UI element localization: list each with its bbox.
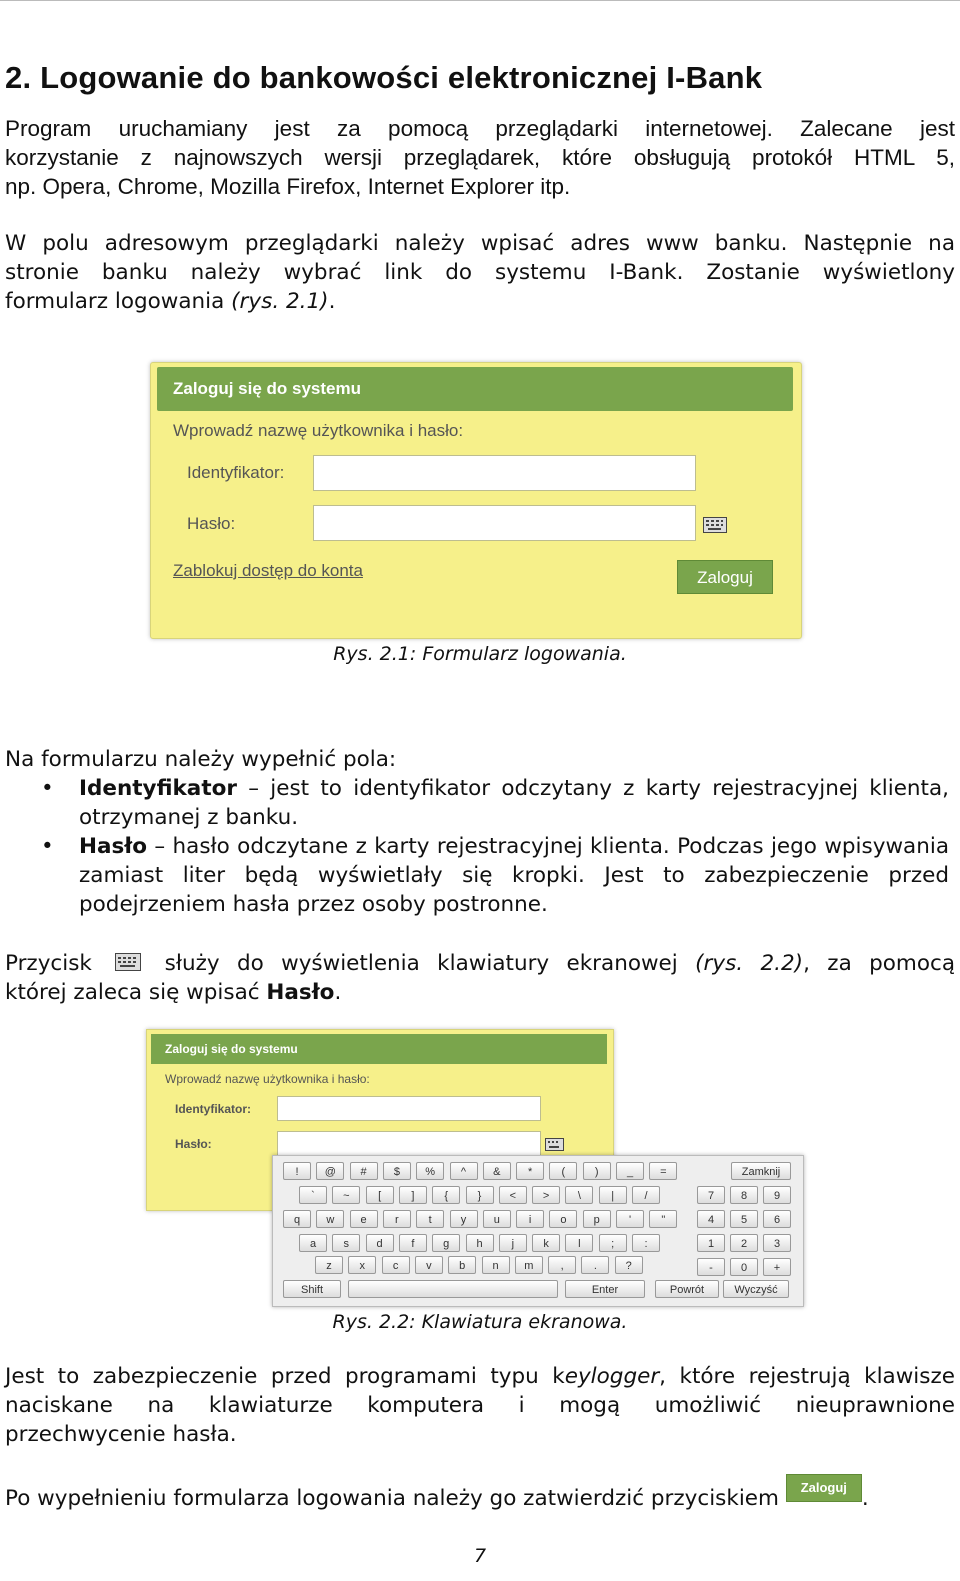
para2-line3-end: . [328,289,336,314]
key[interactable]: u [483,1210,511,1228]
key[interactable]: o [549,1210,577,1228]
key[interactable]: m [515,1256,543,1274]
key[interactable]: : [632,1234,660,1252]
para4-rest: , które rejestrują klawisze [659,1364,955,1389]
key[interactable]: # [350,1162,378,1180]
figure-ref-2-1: (rys. 2.1) [231,289,329,314]
login-form2-title: Zaloguj się do systemu [151,1034,607,1064]
numpad-key[interactable]: 4 [697,1210,725,1228]
key[interactable]: @ [316,1162,344,1180]
page-number: 7 [473,1545,487,1567]
para2-line3-text: formularz logowania [5,289,232,314]
key-enter[interactable]: Enter [565,1280,645,1298]
key[interactable]: v [415,1256,443,1274]
key[interactable]: & [483,1162,511,1180]
figure-caption-2-1: Rys. 2.1: Formularz logowania. [333,643,627,665]
para4-line3: przechwycenie hasła. [5,1422,237,1447]
key[interactable]: ~ [332,1186,360,1204]
para5-text: Po wypełnieniu formularza logowania należy go zatwierdzić przyciskiem [5,1486,786,1511]
section-heading: 2. Logowanie do bankowości elektronicznej I-Bank [5,60,763,95]
key[interactable]: / [632,1186,660,1204]
key[interactable]: ' [616,1210,644,1228]
key[interactable]: c [382,1256,410,1274]
key[interactable]: > [532,1186,560,1204]
paragraph-submit [5,1480,955,1513]
para4-line1 [5,1362,955,1391]
fields-list [5,774,949,919]
key[interactable]: e [350,1210,378,1228]
para3-line2-text: której zaleca się wpisać [5,980,267,1005]
key[interactable]: p [583,1210,611,1228]
key[interactable]: \ [565,1186,593,1204]
para3-dot: . [334,980,342,1005]
key[interactable]: s [332,1234,360,1252]
figure-caption-2-2: Rys. 2.2: Klawiatura ekranowa. [332,1311,628,1333]
paragraph-address [5,229,955,316]
key[interactable]: $ [383,1162,411,1180]
para1-line1: Program uruchamiany jest za pomocą przeglądarki internetowej. Zalecane jest [5,116,955,141]
key[interactable]: = [649,1162,677,1180]
para4-keylogger: eylogger [564,1364,660,1389]
para1-line3: np. Opera, Chrome, Mozilla Firefox, Internet Explorer itp. [5,174,571,199]
key[interactable]: ] [399,1186,427,1204]
key[interactable]: w [316,1210,344,1228]
numpad-key[interactable]: 7 [697,1186,725,1204]
list-item-password [5,832,949,919]
key-shift[interactable]: Shift [283,1280,341,1298]
list-item-identifier [5,774,949,832]
key[interactable]: _ [616,1162,644,1180]
para3-bold-password: Hasło [266,980,335,1005]
login-form-title: Zaloguj się do systemu [157,367,793,411]
figure-ref-2-2: (rys. 2.2) [695,951,804,976]
numpad-key[interactable]: 2 [730,1234,758,1252]
keyboard-icon[interactable] [703,517,727,533]
para3-line2 [5,980,341,1005]
top-rule [0,0,960,1]
paragraph-browser [5,114,955,201]
numpad-key[interactable]: 0 [730,1258,758,1276]
desc-password: – hasło odczytane z karty rejestracyjnej klienta. Podczas jego wpisywania zamiast liter będą wyświetlały się kropki. Jest to zabezpieczenie przed podejrzeniem hasła przez osoby postronne. [79,834,949,917]
login-form2-intro: Wprowadź nazwę użytkownika i hasło: [165,1072,370,1086]
block-access-link[interactable]: Zablokuj dostęp do konta [173,561,363,580]
key[interactable]: ? [615,1256,643,1274]
para2-line1: W polu adresowym przeglądarki należy wpisać adres www banku. Następnie na [5,231,955,256]
key[interactable]: x [348,1256,376,1274]
key[interactable]: y [450,1210,478,1228]
identifier-label-2: Identyfikator: [175,1102,252,1116]
para3-start: Przycisk [5,951,92,976]
numpad-key[interactable]: 1 [697,1234,725,1252]
login-form-intro: Wprowadź nazwę użytkownika i hasło: [173,421,464,440]
identifier-input-2[interactable] [277,1096,541,1121]
key[interactable]: ! [283,1162,311,1180]
key[interactable]: } [466,1186,494,1204]
key[interactable]: ` [299,1186,327,1204]
term-identifier: Identyfikator [79,776,237,801]
key[interactable]: d [366,1234,394,1252]
key[interactable]: q [283,1210,311,1228]
numpad-key[interactable]: - [697,1258,725,1276]
key[interactable]: l [565,1234,593,1252]
key[interactable]: z [315,1256,343,1274]
fields-intro: Na formularzu należy wypełnić pola: [5,747,397,772]
key[interactable]: | [599,1186,627,1204]
key[interactable]: ; [599,1234,627,1252]
key[interactable]: * [516,1162,544,1180]
para5-end: . [861,1486,869,1511]
key[interactable]: b [448,1256,476,1274]
key[interactable]: h [466,1234,494,1252]
key[interactable]: ) [583,1162,611,1180]
key[interactable]: . [581,1256,609,1274]
key[interactable]: n [482,1256,510,1274]
password-label: Hasło: [187,514,236,533]
numpad-key[interactable]: 9 [763,1186,791,1204]
para2-line3 [5,289,335,314]
login-form-figure [150,362,802,639]
key-clear[interactable]: Wyczyść [723,1280,789,1298]
key[interactable]: , [548,1256,576,1274]
key[interactable]: < [499,1186,527,1204]
para4-start: Jest to zabezpieczenie przed programami typu k [5,1364,565,1389]
para4-line2: naciskane na klawiaturze komputera i mogą umożliwić nieuprawnione [5,1393,955,1418]
paragraph-keyboard-button [5,949,955,1007]
password-input[interactable] [313,505,696,541]
desc-identifier: – jest to identyfikator odczytany z karty rejestracyjnej klienta, otrzymanej z banku. [79,776,949,830]
key[interactable]: " [649,1210,677,1228]
key[interactable]: j [499,1234,527,1252]
key[interactable]: ( [549,1162,577,1180]
identifier-label: Identyfikator: [187,463,285,482]
key-close[interactable]: Zamknij [731,1162,791,1180]
key[interactable]: g [432,1234,460,1252]
para3-mid: służy do wyświetlenia klawiatury ekranowej [147,951,696,976]
keyboard-icon-inline [115,953,141,971]
key-space[interactable] [348,1280,558,1298]
numpad-key[interactable]: 5 [730,1210,758,1228]
key[interactable]: i [516,1210,544,1228]
key-back[interactable]: Powrót [655,1280,719,1298]
keyboard-icon-2[interactable] [545,1138,564,1151]
para3-end1: , za pomocą [803,951,956,976]
numpad-key[interactable]: + [763,1258,791,1276]
key[interactable]: r [383,1210,411,1228]
password-input-2[interactable] [277,1131,541,1156]
numpad-key[interactable]: 8 [730,1186,758,1204]
para2-line2: stronie banku należy wybrać link do systemu I-Bank. Zostanie wyświetlony [5,260,955,285]
term-password: Hasło [79,834,148,859]
key[interactable]: a [299,1234,327,1252]
paragraph-keylogger [5,1362,955,1449]
inline-login-button: Zaloguj [786,1474,862,1502]
key[interactable]: f [399,1234,427,1252]
login-button[interactable]: Zaloguj [677,560,773,594]
password-label-2: Hasło: [175,1137,212,1151]
numpad-key[interactable]: 3 [763,1234,791,1252]
key[interactable]: ^ [450,1162,478,1180]
on-screen-keyboard [272,1155,804,1307]
para1-line2: korzystanie z najnowszych wersji przeglądarek, które obsługują protokół HTML 5, [5,145,955,170]
key[interactable]: [ [366,1186,394,1204]
key[interactable]: k [532,1234,560,1252]
key[interactable]: { [432,1186,460,1204]
key[interactable]: t [416,1210,444,1228]
para3-line1 [5,949,955,978]
numpad-key[interactable]: 6 [763,1210,791,1228]
identifier-input[interactable] [313,455,696,491]
key[interactable]: % [416,1162,444,1180]
